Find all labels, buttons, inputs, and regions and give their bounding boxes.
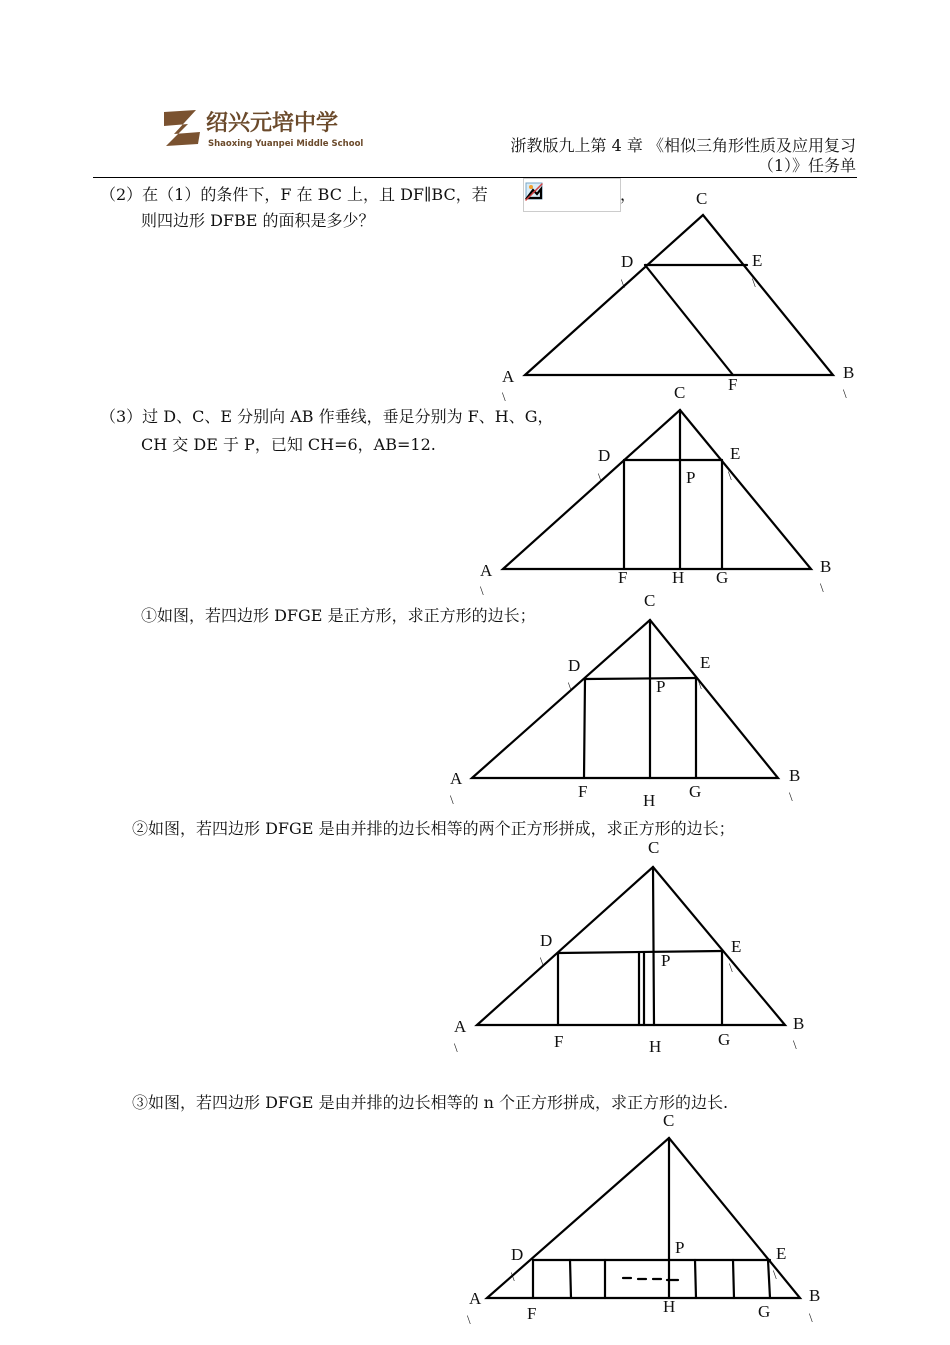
label-e: E	[776, 1244, 787, 1263]
tick-b: \	[809, 1310, 813, 1325]
segment-de	[585, 678, 696, 679]
label-e: E	[730, 444, 741, 463]
q2-line-2: 则四边形 DFBE 的面积是多少？	[141, 211, 375, 230]
label-p: P	[656, 677, 666, 696]
label-c: C	[696, 189, 708, 208]
label-h: H	[643, 791, 656, 810]
tick-e: \	[773, 1267, 777, 1282]
triangle-abc	[503, 410, 811, 569]
tick-b: \	[789, 789, 793, 804]
label-d: D	[540, 931, 553, 950]
label-c: C	[674, 383, 686, 402]
tick-b: \	[820, 580, 824, 595]
segment-eg	[768, 1260, 770, 1298]
tick-a: \	[454, 1040, 458, 1055]
label-d: D	[568, 656, 581, 675]
tick-e: \	[729, 960, 733, 975]
label-b: B	[789, 766, 801, 785]
tick-a: \	[450, 792, 454, 807]
tick-b: \	[843, 386, 847, 401]
label-p: P	[686, 468, 696, 487]
logo-cn-text: 绍兴元培中学	[206, 110, 339, 136]
label-p: P	[661, 951, 671, 970]
label-h: H	[663, 1297, 676, 1316]
label-f: F	[618, 568, 628, 587]
q3-line-2: CH 交 DE 于 P，已知 CH=6，AB=12.	[141, 435, 436, 454]
label-a: A	[502, 367, 515, 386]
label-g: G	[716, 568, 729, 587]
header-rule	[93, 177, 857, 178]
label-d: D	[598, 446, 611, 465]
tick-a: \	[502, 389, 506, 404]
tick-a: \	[480, 583, 484, 598]
school-logo	[160, 104, 370, 152]
q2-line-1: （2）在（1）的条件下，F 在 BC 上，且 DF∥BC，若	[100, 185, 488, 204]
triangle-abc	[525, 215, 833, 375]
label-e: E	[700, 653, 711, 672]
logo-en-text: Shaoxing Yuanpei Middle School	[208, 139, 364, 149]
label-a: A	[469, 1289, 482, 1308]
title-line-2: （1）》任务单	[757, 156, 856, 175]
tick-b: \	[793, 1037, 797, 1052]
figure-q3	[470, 380, 850, 602]
label-e: E	[752, 251, 763, 270]
tick-e: \	[752, 275, 756, 290]
label-c: C	[644, 591, 656, 610]
label-f: F	[554, 1032, 564, 1051]
tick-e: \	[698, 677, 702, 692]
label-c: C	[648, 838, 660, 857]
label-d: D	[621, 252, 634, 271]
label-a: A	[480, 561, 493, 580]
label-c: C	[663, 1111, 675, 1130]
label-h: H	[672, 568, 685, 587]
divider-1	[570, 1260, 571, 1298]
tick-d: \	[568, 679, 572, 694]
title-line-1: 浙教版九上第 4 章 《相似三角形性质及应用复习	[510, 136, 856, 155]
page-title	[416, 136, 856, 176]
label-f: F	[728, 375, 738, 394]
label-g: G	[758, 1302, 771, 1321]
figure-sub3	[445, 1108, 825, 1342]
sub2-text: ②如图，若四边形 DFGE 是由并排的边长相等的两个正方形拼成，求正方形的边长；	[132, 819, 735, 838]
label-d: D	[511, 1245, 524, 1264]
figure-sub1	[440, 588, 820, 813]
sub1-text: ①如图，若四边形 DFGE 是正方形，求正方形的边长；	[141, 606, 536, 625]
tick-d: \	[598, 470, 602, 485]
label-a: A	[454, 1017, 467, 1036]
label-f: F	[578, 782, 588, 801]
divider-4	[733, 1260, 734, 1298]
triangle-abc	[472, 620, 778, 778]
logo-mark-icon	[160, 104, 370, 152]
label-p: P	[675, 1238, 685, 1257]
label-b: B	[793, 1014, 805, 1033]
sub3-text: ③如图，若四边形 DFGE 是由并排的边长相等的 n 个正方形拼成，求正方形的边长.	[132, 1093, 729, 1112]
label-g: G	[689, 782, 702, 801]
label-b: B	[809, 1286, 821, 1305]
tick-d: \	[621, 276, 625, 291]
segment-df	[645, 265, 733, 375]
label-b: B	[843, 363, 855, 382]
divider-3	[695, 1260, 696, 1298]
q2-comma: ，	[620, 185, 637, 204]
tick-a: \	[467, 1312, 471, 1327]
label-a: A	[450, 769, 463, 788]
figure-sub2	[445, 835, 825, 1060]
label-e: E	[731, 937, 742, 956]
label-f: F	[527, 1304, 537, 1323]
q3-line-1: （3）过 D、C、E 分别向 AB 作垂线，垂足分别为 F、H、G，	[100, 407, 554, 426]
tick-e: \	[728, 468, 732, 483]
tick-d: \	[511, 1269, 515, 1284]
label-g: G	[718, 1030, 731, 1049]
label-b: B	[820, 557, 832, 576]
tick-d: \	[540, 954, 544, 969]
label-h: H	[649, 1037, 662, 1056]
figure-q2	[490, 185, 870, 410]
segment-df	[584, 679, 585, 778]
altitude-ch	[653, 867, 654, 1025]
